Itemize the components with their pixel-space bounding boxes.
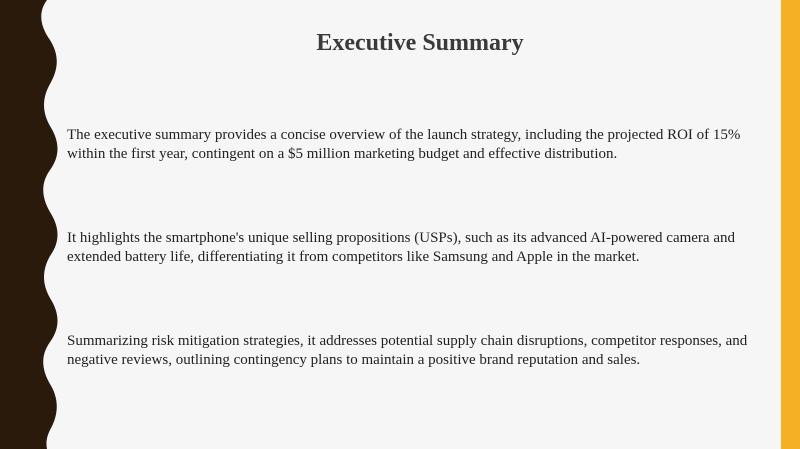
left-wave-shape <box>0 0 58 449</box>
right-accent-bar <box>781 0 800 449</box>
slide-title: Executive Summary <box>316 30 524 56</box>
summary-paragraph-usps: It highlights the smartphone's unique selling propositions (USPs), such as its advanced AI-powered camera and extended battery life, differentiating it from competitors like Samsung and Apple in the market. <box>67 230 735 265</box>
summary-paragraph-roi: The executive summary provides a concise overview of the launch strategy, including the projected ROI of 15% within the first year, contingent on a $5 million marketing budget and effective distribution. <box>67 127 741 162</box>
left-wave-decoration <box>0 0 70 449</box>
summary-paragraph-risks: Summarizing risk mitigation strategies, it addresses potential supply chain disruptions, competitor responses, and negative reviews, outlining contingency plans to maintain a positive brand reputation and sales. <box>67 333 748 368</box>
